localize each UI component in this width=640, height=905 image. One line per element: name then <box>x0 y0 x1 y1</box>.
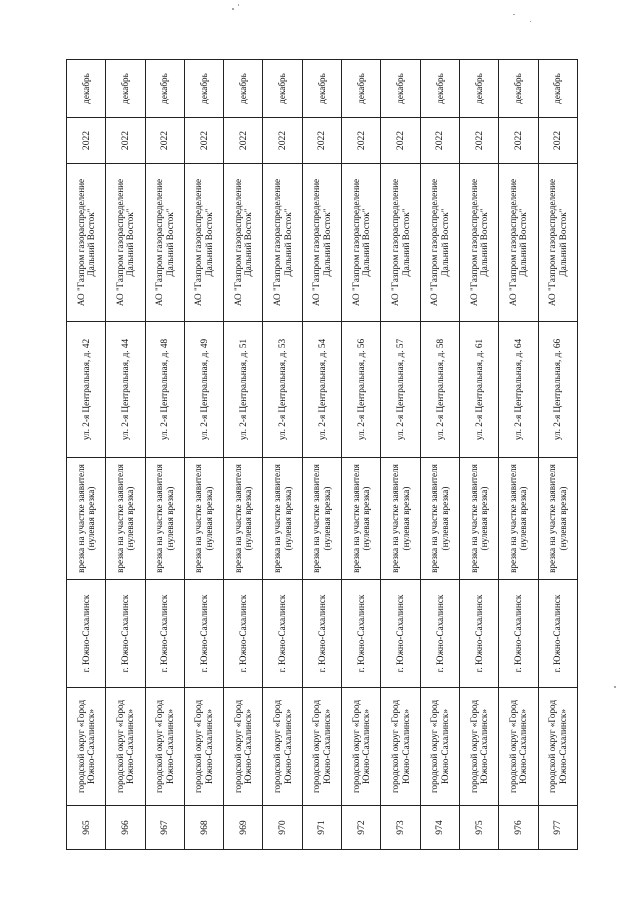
year-cell: 2022 <box>302 118 341 164</box>
row-number: 968 <box>184 806 223 850</box>
municipality-cell: городской округ «Город Южно-Сахалинск» <box>342 688 381 806</box>
locality-cell: г. Южно-Сахалинск <box>106 580 145 688</box>
locality-cell: г. Южно-Сахалинск <box>342 580 381 688</box>
row-number: 967 <box>145 806 184 850</box>
month-cell: декабрь <box>67 60 106 118</box>
organization-cell: АО "Газпром газораспределение Дальний Восток" <box>420 164 459 322</box>
row-number: 969 <box>224 806 263 850</box>
row-number: 976 <box>499 806 538 850</box>
table-row <box>302 60 341 850</box>
document-page <box>66 60 578 850</box>
table-row <box>381 60 420 850</box>
scan-speck <box>238 4 239 6</box>
work-type-cell: врезка на участке заявителя (нулевая врезка) <box>499 458 538 580</box>
address-cell: ул. 2-я Центральная, д. 66 <box>538 322 577 458</box>
municipality-cell: городской округ «Город Южно-Сахалинск» <box>67 688 106 806</box>
year-cell: 2022 <box>420 118 459 164</box>
year-cell: 2022 <box>499 118 538 164</box>
row-number: 975 <box>459 806 498 850</box>
locality-cell: г. Южно-Сахалинск <box>67 580 106 688</box>
organization-cell: АО "Газпром газораспределение Дальний Восток" <box>381 164 420 322</box>
row-number: 966 <box>106 806 145 850</box>
month-cell: декабрь <box>499 60 538 118</box>
month-cell: декабрь <box>224 60 263 118</box>
municipality-cell: городской округ «Город Южно-Сахалинск» <box>224 688 263 806</box>
municipality-cell: городской округ «Город Южно-Сахалинск» <box>459 688 498 806</box>
municipality-cell: городской округ «Город Южно-Сахалинск» <box>381 688 420 806</box>
address-cell: ул. 2-я Центральная, д. 64 <box>499 322 538 458</box>
month-cell: декабрь <box>145 60 184 118</box>
address-cell: ул. 2-я Центральная, д. 44 <box>106 322 145 458</box>
month-cell: декабрь <box>420 60 459 118</box>
organization-cell: АО "Газпром газораспределение Дальний Восток" <box>538 164 577 322</box>
address-cell: ул. 2-я Центральная, д. 51 <box>224 322 263 458</box>
organization-cell: АО "Газпром газораспределение Дальний Восток" <box>184 164 223 322</box>
month-cell: декабрь <box>263 60 302 118</box>
month-cell: декабрь <box>381 60 420 118</box>
locality-cell: г. Южно-Сахалинск <box>224 580 263 688</box>
year-cell: 2022 <box>67 118 106 164</box>
year-cell: 2022 <box>459 118 498 164</box>
month-cell: декабрь <box>106 60 145 118</box>
address-cell: ул. 2-я Центральная, д. 49 <box>184 322 223 458</box>
table-row <box>420 60 459 850</box>
table-row <box>538 60 577 850</box>
organization-cell: АО "Газпром газораспределение Дальний Восток" <box>145 164 184 322</box>
address-cell: ул. 2-я Центральная, д. 56 <box>342 322 381 458</box>
year-cell: 2022 <box>184 118 223 164</box>
municipality-cell: городской округ «Город Южно-Сахалинск» <box>263 688 302 806</box>
year-cell: 2022 <box>106 118 145 164</box>
address-cell: ул. 2-я Центральная, д. 61 <box>459 322 498 458</box>
municipality-cell: городской округ «Город Южно-Сахалинск» <box>145 688 184 806</box>
organization-cell: АО "Газпром газораспределение Дальний Восток" <box>499 164 538 322</box>
month-cell: декабрь <box>342 60 381 118</box>
scan-speck <box>232 8 234 10</box>
scan-speck <box>513 14 515 15</box>
row-number: 972 <box>342 806 381 850</box>
table-row <box>224 60 263 850</box>
year-cell: 2022 <box>145 118 184 164</box>
municipality-cell: городской округ «Город Южно-Сахалинск» <box>184 688 223 806</box>
year-cell: 2022 <box>342 118 381 164</box>
row-number: 974 <box>420 806 459 850</box>
work-type-cell: врезка на участке заявителя (нулевая врезка) <box>342 458 381 580</box>
row-number: 970 <box>263 806 302 850</box>
table-row <box>499 60 538 850</box>
month-cell: декабрь <box>184 60 223 118</box>
month-cell: декабрь <box>538 60 577 118</box>
row-number: 977 <box>538 806 577 850</box>
organization-cell: АО "Газпром газораспределение Дальний Восток" <box>224 164 263 322</box>
work-type-cell: врезка на участке заявителя (нулевая врезка) <box>224 458 263 580</box>
municipality-cell: городской округ «Город Южно-Сахалинск» <box>538 688 577 806</box>
work-type-cell: врезка на участке заявителя (нулевая врезка) <box>106 458 145 580</box>
work-type-cell: врезка на участке заявителя (нулевая врезка) <box>459 458 498 580</box>
locality-cell: г. Южно-Сахалинск <box>302 580 341 688</box>
address-cell: ул. 2-я Центральная, д. 54 <box>302 322 341 458</box>
row-number: 973 <box>381 806 420 850</box>
work-type-cell: врезка на участке заявителя (нулевая врезка) <box>538 458 577 580</box>
locality-cell: г. Южно-Сахалинск <box>538 580 577 688</box>
registry-table <box>66 59 578 850</box>
table-row <box>145 60 184 850</box>
year-cell: 2022 <box>381 118 420 164</box>
work-type-cell: врезка на участке заявителя (нулевая врезка) <box>302 458 341 580</box>
table-row <box>342 60 381 850</box>
address-cell: ул. 2-я Центральная, д. 42 <box>67 322 106 458</box>
organization-cell: АО "Газпром газораспределение Дальний Восток" <box>106 164 145 322</box>
table-row <box>459 60 498 850</box>
locality-cell: г. Южно-Сахалинск <box>145 580 184 688</box>
work-type-cell: врезка на участке заявителя (нулевая врезка) <box>420 458 459 580</box>
address-cell: ул. 2-я Центральная, д. 57 <box>381 322 420 458</box>
organization-cell: АО "Газпром газораспределение Дальний Восток" <box>263 164 302 322</box>
work-type-cell: врезка на участке заявителя (нулевая врезка) <box>184 458 223 580</box>
table-row <box>106 60 145 850</box>
work-type-cell: врезка на участке заявителя (нулевая врезка) <box>381 458 420 580</box>
municipality-cell: городской округ «Город Южно-Сахалинск» <box>420 688 459 806</box>
locality-cell: г. Южно-Сахалинск <box>184 580 223 688</box>
address-cell: ул. 2-я Центральная, д. 53 <box>263 322 302 458</box>
scan-speck <box>614 686 616 688</box>
year-cell: 2022 <box>263 118 302 164</box>
work-type-cell: врезка на участке заявителя (нулевая врезка) <box>263 458 302 580</box>
organization-cell: АО "Газпром газораспределение Дальний Восток" <box>459 164 498 322</box>
organization-cell: АО "Газпром газораспределение Дальний Восток" <box>302 164 341 322</box>
organization-cell: АО "Газпром газораспределение Дальний Восток" <box>67 164 106 322</box>
row-number: 965 <box>67 806 106 850</box>
table-row <box>184 60 223 850</box>
table-row <box>67 60 106 850</box>
locality-cell: г. Южно-Сахалинск <box>420 580 459 688</box>
organization-cell: АО "Газпром газораспределение Дальний Восток" <box>342 164 381 322</box>
row-number: 971 <box>302 806 341 850</box>
work-type-cell: врезка на участке заявителя (нулевая врезка) <box>67 458 106 580</box>
scan-speck <box>530 21 531 22</box>
locality-cell: г. Южно-Сахалинск <box>499 580 538 688</box>
month-cell: декабрь <box>459 60 498 118</box>
locality-cell: г. Южно-Сахалинск <box>459 580 498 688</box>
table-body <box>67 60 578 850</box>
address-cell: ул. 2-я Центральная, д. 48 <box>145 322 184 458</box>
month-cell: декабрь <box>302 60 341 118</box>
municipality-cell: городской округ «Город Южно-Сахалинск» <box>302 688 341 806</box>
locality-cell: г. Южно-Сахалинск <box>381 580 420 688</box>
year-cell: 2022 <box>224 118 263 164</box>
municipality-cell: городской округ «Город Южно-Сахалинск» <box>106 688 145 806</box>
locality-cell: г. Южно-Сахалинск <box>263 580 302 688</box>
table-row <box>263 60 302 850</box>
year-cell: 2022 <box>538 118 577 164</box>
work-type-cell: врезка на участке заявителя (нулевая врезка) <box>145 458 184 580</box>
address-cell: ул. 2-я Центральная, д. 58 <box>420 322 459 458</box>
municipality-cell: городской округ «Город Южно-Сахалинск» <box>499 688 538 806</box>
